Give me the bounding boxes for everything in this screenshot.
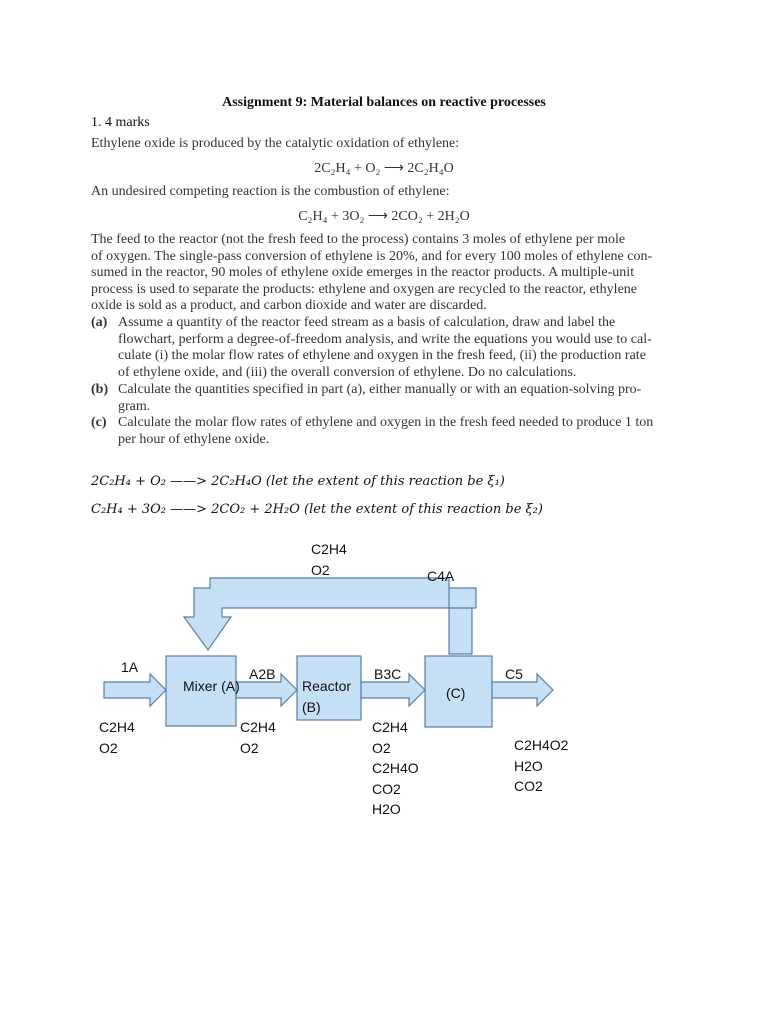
part-line: of ethylene oxide, and (iii) the overall conversion of ethylene. Do no calculations. [118,364,577,380]
part-tag: (c) [91,415,107,430]
page-title: Assignment 9: Material balances on reactive processes [222,95,546,110]
feed-line: The feed to the reactor (not the fresh feed to the process) contains 3 moles of ethylene per mole [91,232,626,247]
mixer-out-components [240,717,276,758]
oxidation-equation: 2C₂H₄ + O₂ ⟶ 2C₂H₄O [314,161,454,176]
component-label: H2O [372,801,401,817]
component-label: C2H4O [372,760,419,776]
component-label: O2 [240,739,259,756]
feed-line: sumed in the reactor, 90 moles of ethylene oxide emerges in the reactor products. A multiple-unit [91,265,635,281]
combustion-equation: C₂H₄ + 3O₂ ⟶ 2CO₂ + 2H₂O [298,209,470,224]
component-label: O2 [99,739,118,756]
part-line: flowchart, perform a degree-of-freedom analysis, and write the equations you would use to cal- [118,331,652,347]
feed-line: oxide is sold as a product, and carbon dioxide and water are discarded. [91,298,487,314]
reactor-out-components [372,717,419,820]
part-line: gram. [118,398,151,414]
recycle-components [311,539,347,580]
component-label: C2H4 [372,719,408,735]
reactor-tag: (B) [302,698,321,715]
component-label: CO2 [372,780,401,797]
reaction-1-extent: 2C₂H₄ + O₂ ——> 2C₂H₄O (let the extent of this reaction be ξ₁) [91,474,505,489]
component-label: O2 [372,739,391,756]
feed-components [99,717,135,758]
part-line: per hour of ethylene oxide. [118,431,270,447]
competing-text: An undesired competing reaction is the combustion of ethylene: [91,184,450,199]
part-line: Calculate the quantities specified in part (a), either manually or with an equation-solving pro- [118,382,642,397]
feed-stream-label: 1A [121,659,139,675]
part-line: Assume a quantity of the reactor feed stream as a basis of calculation, draw and label the [118,315,616,330]
component-label: C2H4 [240,719,276,735]
part-tag: (a) [91,315,108,330]
component-label: O2 [311,561,330,578]
product-components [514,735,568,797]
part-line: Calculate the molar flow rates of ethylene and oxygen in the fresh feed needed to produce 1 ton [118,415,654,430]
part-tag: (b) [91,382,109,397]
component-label: C2H4 [99,719,135,735]
question-marks: 1. 4 marks [91,115,150,130]
mixer-out-stream-label: A2B [249,666,276,682]
recycle-stream-label: C4A [427,568,455,584]
separator-label: (C) [446,685,466,701]
reactor-label [302,676,351,717]
product-stream-label: C5 [505,666,523,682]
component-label: C2H4O2 [514,737,569,753]
component-label: CO2 [514,778,543,794]
reactor-name: Reactor [302,678,352,694]
intro-text: Ethylene oxide is produced by the catalytic oxidation of ethylene: [91,136,460,151]
feed-line: process is used to separate the products: ethylene and oxygen are recycled to the reactor, ethylene [91,281,637,297]
feed-arrow [104,674,166,706]
feed-line: of oxygen. The single-pass conversion of ethylene is 20%, and for every 100 moles of ethylene con- [91,248,653,264]
component-label: H2O [514,757,543,774]
recycle-arrow [184,578,476,654]
reactor-out-stream-label: B3C [374,666,402,682]
mixer-label: Mixer (A) [183,678,240,694]
part-line: culate (i) the molar flow rates of ethylene and oxygen in the fresh feed, (ii) the production rate [118,348,646,364]
reaction-2-extent: C₂H₄ + 3O₂ ——> 2CO₂ + 2H₂O (let the extent of this reaction be ξ₂) [91,502,543,517]
component-label: C2H4 [311,541,347,557]
